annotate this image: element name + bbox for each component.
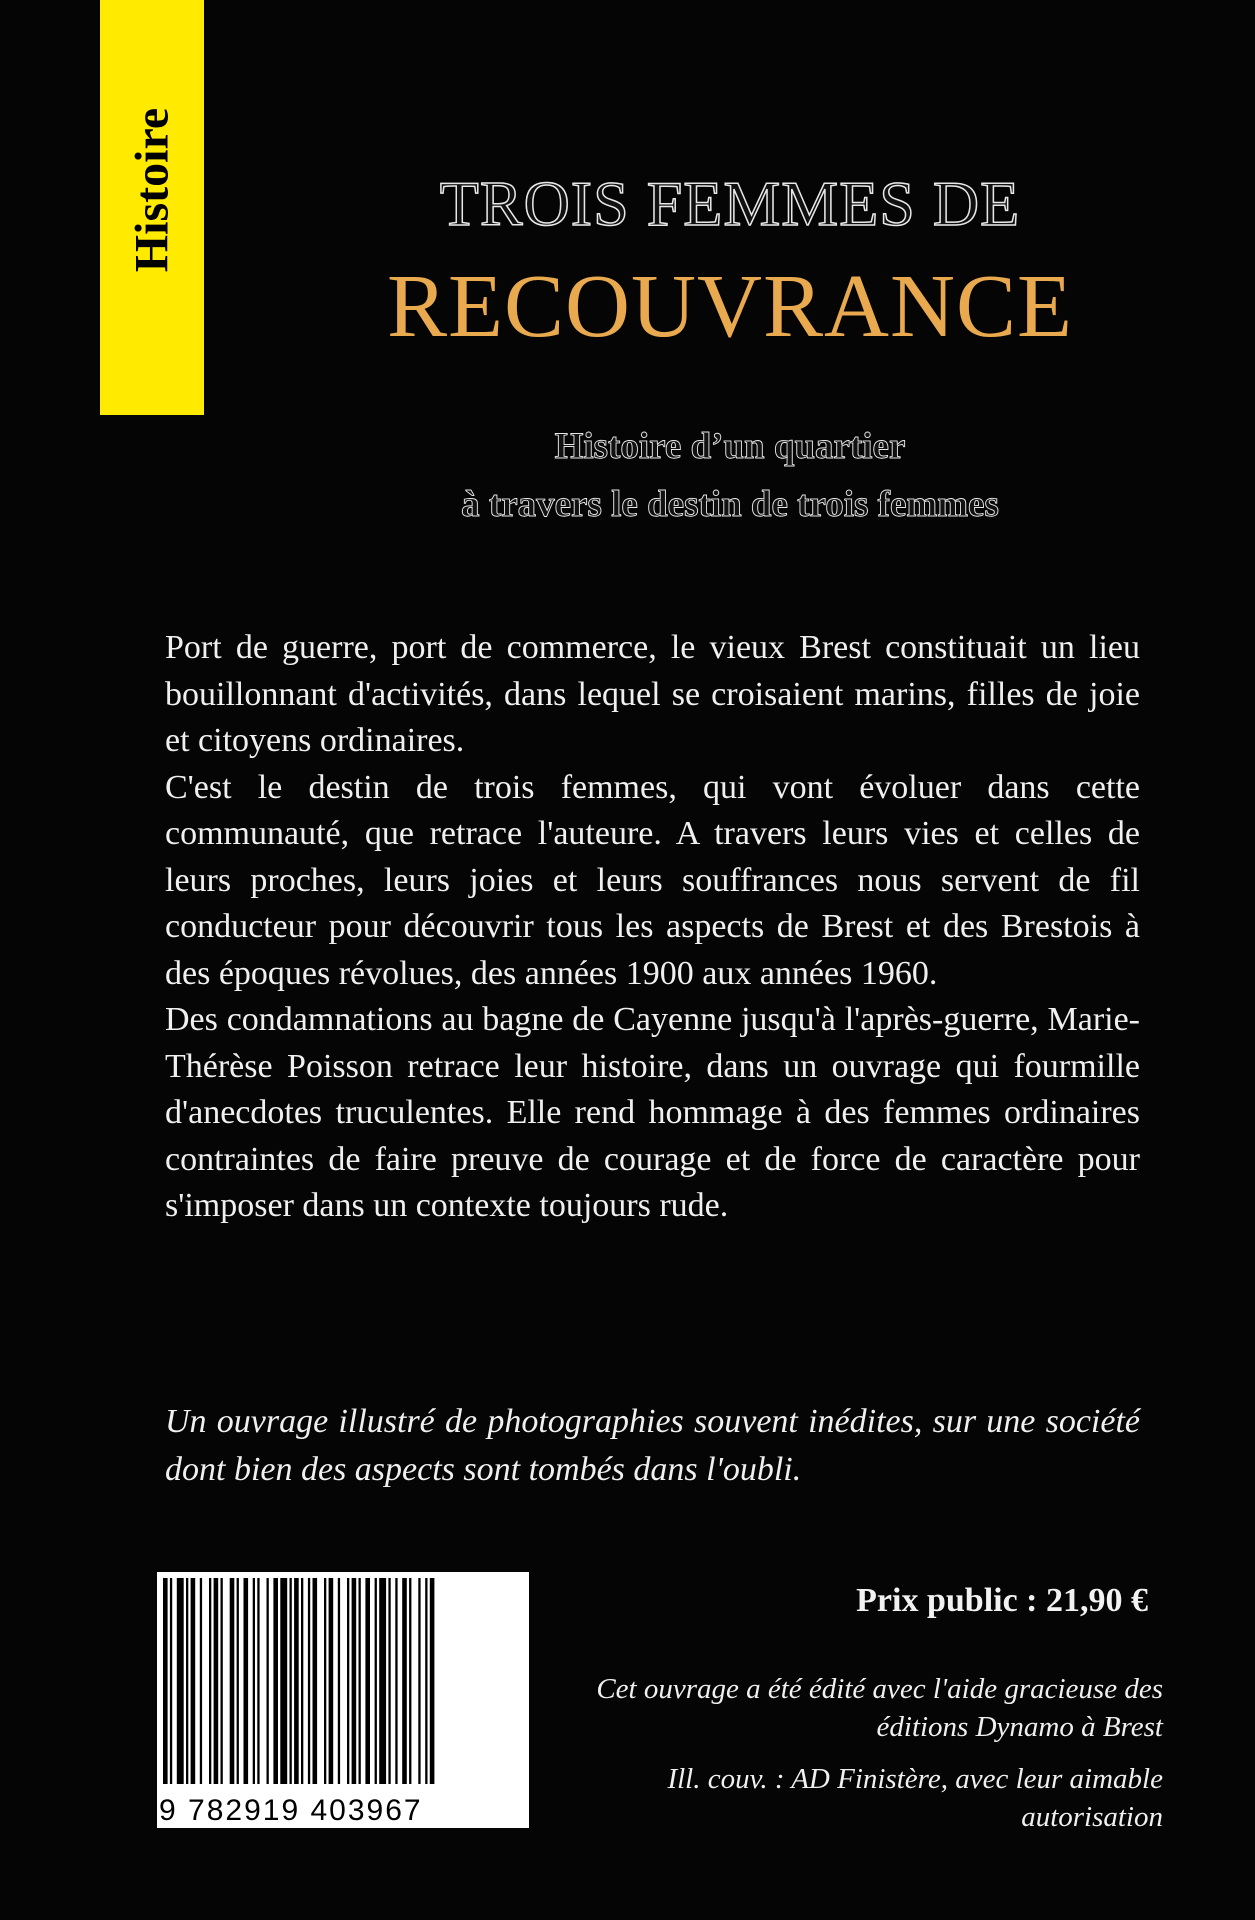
barcode-bar <box>244 1578 249 1784</box>
barcode-bar <box>324 1578 326 1784</box>
blurb-paragraph: Port de guerre, port de commerce, le vieux Brest constituait un lieu bouillonnant d'activités, dans lequel se croisaient marins, filles de joie et citoyens ordinaires. <box>165 629 1140 759</box>
credits-publisher: Cet ouvrage a été édité avec l'aide gracieuse des éditions Dynamo à Brest <box>596 1673 1163 1743</box>
barcode-bar <box>170 1578 172 1784</box>
barcode-bar <box>186 1578 188 1784</box>
blurb-paragraph: C'est le destin de trois femmes, qui vont évoluer dans cette communauté, que retrace l'auteure. A travers leurs vies et celles de leurs proches, leurs joies et leurs souffrances nous servent de fil conducteur pour découvrir tous les aspects de Brest et des Brestois à des époques révolues, des années 1900 aux années 1960. <box>165 768 1140 992</box>
price: Prix public : 21,90 € <box>856 1582 1148 1619</box>
barcode-bar <box>177 1578 184 1784</box>
barcode-bar <box>425 1578 427 1784</box>
barcode-bar <box>388 1578 390 1784</box>
genre-label: Histoire <box>125 107 179 273</box>
barcode-bar <box>200 1578 202 1784</box>
title-line-2: RECOUVRANCE <box>386 257 1074 356</box>
barcode-bar <box>163 1578 168 1784</box>
genre-band <box>100 0 204 415</box>
barcode-bar <box>430 1578 435 1784</box>
barcode-bar <box>395 1578 397 1784</box>
barcode-bar <box>257 1578 259 1784</box>
barcode-bar <box>237 1578 239 1784</box>
barcode-bar <box>359 1578 361 1784</box>
barcode-bar <box>313 1578 318 1784</box>
barcode-bar <box>294 1578 299 1784</box>
subtitle-line-1: Histoire d’un quartier <box>554 426 906 467</box>
barcode-bar <box>230 1578 235 1784</box>
barcode-bar <box>267 1578 269 1784</box>
blurb-paragraph: Des condamnations au bagne de Cayenne jusqu'à l'après-guerre, Marie-Thérèse Poisson retrace leur histoire, dans un ouvrage qui fourmille d'anecdotes truculentes. Elle rend hommage à des femmes ordinaires contraintes de faire preuve de courage et de force de caractère pour s'imposer dans un contexte toujours rude. <box>165 1001 1140 1224</box>
barcode-bar <box>221 1578 223 1784</box>
barcode-bar <box>418 1578 420 1784</box>
subtitle-line-2: à travers le destin de trois femmes <box>461 484 999 525</box>
isbn-digits: 9 782919 403967 <box>159 1794 423 1827</box>
barcode-bar <box>191 1578 196 1784</box>
barcode-bar <box>329 1578 334 1784</box>
barcode-bar <box>209 1578 211 1784</box>
barcode-bars <box>157 1572 529 1828</box>
isbn-barcode <box>157 1572 529 1828</box>
barcode-bar <box>402 1578 407 1784</box>
credits-illustration: Ill. couv. : AD Finistère, avec leur aimable autorisation <box>667 1763 1163 1833</box>
subtitle <box>330 418 1130 534</box>
barcode-bar <box>253 1578 255 1784</box>
barcode-bar <box>365 1578 370 1784</box>
barcode-bar <box>301 1578 303 1784</box>
barcode-bar <box>375 1578 377 1784</box>
barcode-bar <box>352 1578 357 1784</box>
title-line-1: TROIS FEMMES DE <box>439 168 1021 239</box>
credits <box>563 1670 1163 1850</box>
barcode-bar <box>308 1578 310 1784</box>
tagline: Un ouvrage illustré de photographies souvent inédites, sur une société dont bien des aspects sont tombés dans l'oubli. <box>165 1403 1140 1488</box>
barcode-bar <box>347 1578 349 1784</box>
barcode-bar <box>409 1578 411 1784</box>
barcode-bar <box>379 1578 386 1784</box>
barcode-bar <box>290 1578 292 1784</box>
blurb <box>165 625 1140 1230</box>
barcode-bar <box>280 1578 287 1784</box>
barcode-bar <box>338 1578 340 1784</box>
barcode-bar <box>273 1578 278 1784</box>
barcode-bar <box>214 1578 219 1784</box>
